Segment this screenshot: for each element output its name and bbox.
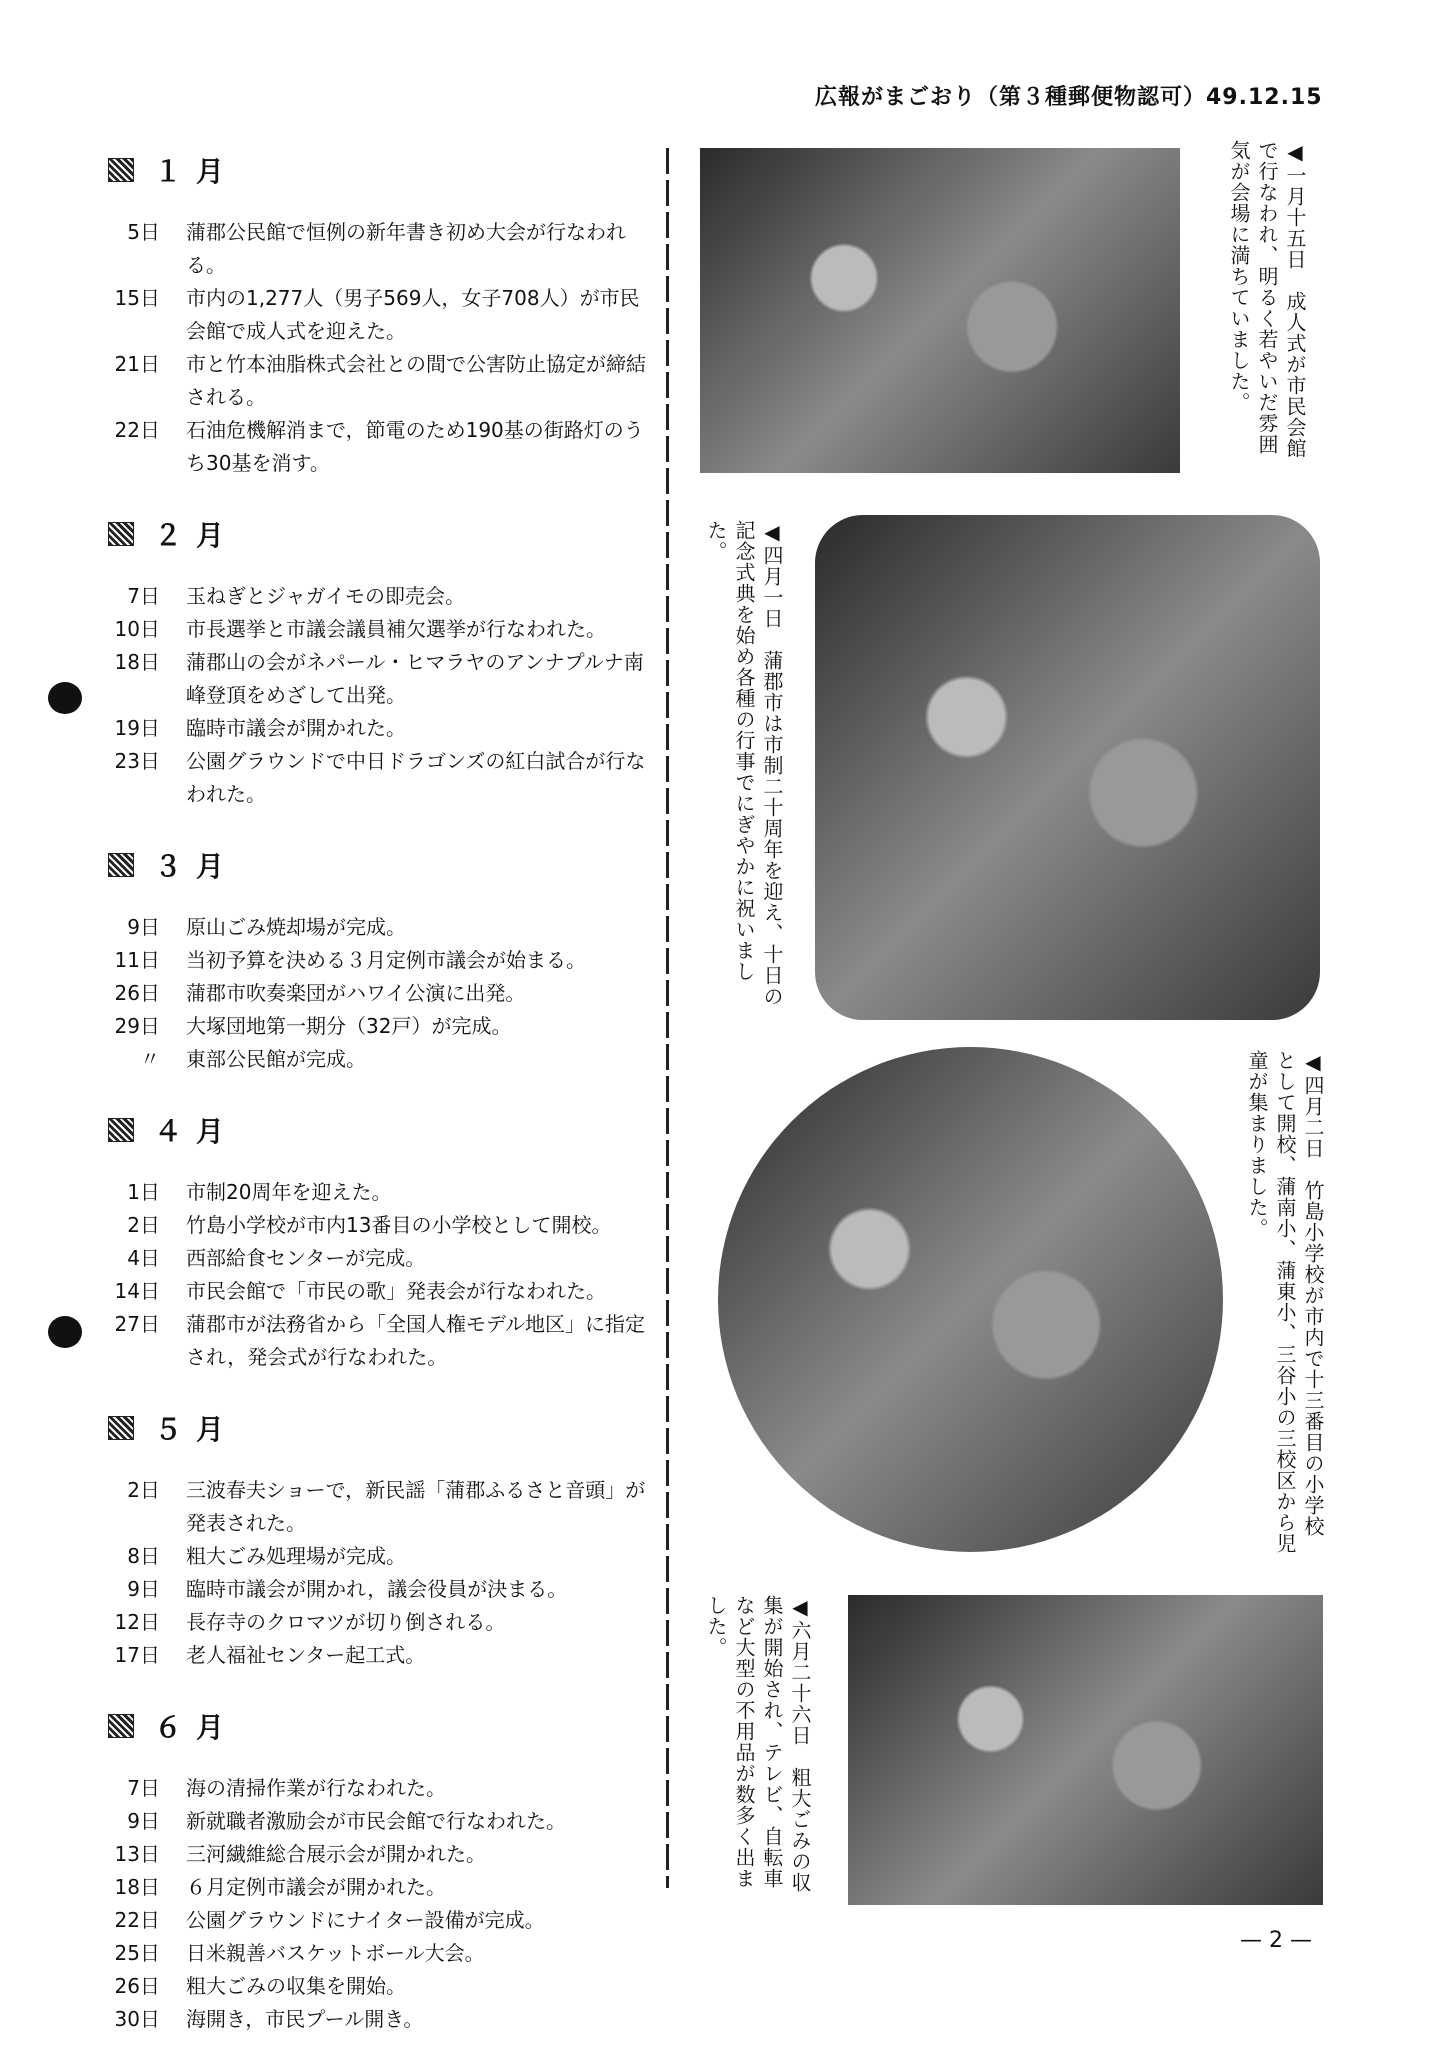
event-text: 臨時市議会が開かれ，議会役員が決まる。	[186, 1577, 568, 1601]
event-item	[108, 613, 653, 646]
event-text: 海の清掃作業が行なわれた。	[186, 1776, 446, 1800]
event-day: 9日	[127, 1577, 160, 1601]
event-item	[108, 1639, 653, 1672]
month-section	[108, 845, 653, 1076]
event-item	[108, 1805, 653, 1838]
event-item	[108, 1904, 653, 1937]
event-text: 三河繊維総合展示会が開かれた。	[186, 1842, 486, 1866]
event-day: 18日	[114, 1875, 160, 1899]
page-number: — 2 —	[1240, 1928, 1312, 1953]
hatch-icon	[108, 1714, 134, 1738]
event-text: 公園グラウンドにナイター設備が完成。	[186, 1908, 545, 1932]
event-item	[108, 977, 653, 1010]
event-day: 26日	[114, 981, 160, 1005]
event-day: 7日	[127, 584, 160, 608]
event-item	[108, 1838, 653, 1871]
event-text: 日米親善バスケットボール大会。	[186, 1941, 485, 1965]
event-text: 原山ごみ焼却場が完成。	[186, 915, 406, 939]
hatch-icon	[108, 158, 134, 182]
event-text: 新就職者激励会が市民会館で行なわれた。	[186, 1809, 566, 1833]
event-day: 22日	[114, 418, 160, 442]
photo-caption: ◀四月二日 竹島小学校が市内で十三番目の小学校として開校、蒲南小、蒲東小、三谷小の三校区から児童が集まりました。	[1245, 1050, 1325, 1554]
event-day: 21日	[114, 352, 160, 376]
photo-caption: ◀四月一日 蒲郡市は市制二十周年を迎え、十日の記念式典を始め各種の行事でにぎやかに祝いました。	[704, 520, 784, 1007]
event-text: 三波春夫ショーで，新民謡「蒲郡ふるさと音頭」が発表された。	[186, 1478, 646, 1535]
event-day: 13日	[114, 1842, 160, 1866]
event-item	[108, 944, 653, 977]
event-item	[108, 580, 653, 613]
event-item	[108, 1308, 653, 1374]
event-day: 14日	[114, 1279, 160, 1303]
event-item	[108, 1275, 653, 1308]
event-text: 粗大ごみ処理場が完成。	[186, 1544, 406, 1568]
month-section	[108, 150, 653, 480]
event-text: 石油危機解消まで，節電のため190基の街路灯のうち30基を消す。	[186, 418, 644, 475]
event-day: 26日	[114, 1974, 160, 1998]
event-day: 23日	[114, 749, 160, 773]
event-text: 市制20周年を迎えた。	[186, 1180, 392, 1204]
event-item	[108, 1540, 653, 1573]
event-item	[108, 1937, 653, 1970]
event-day: 8日	[127, 1544, 160, 1568]
photo-coming-of-age	[700, 148, 1180, 473]
event-text: 市と竹本油脂株式会社との間で公害防止協定が締結される。	[186, 352, 646, 409]
punch-hole	[48, 1316, 82, 1348]
month-heading: １月	[154, 155, 239, 188]
hatch-icon	[108, 522, 134, 546]
photo-aerial-city	[815, 515, 1320, 1020]
month-section	[108, 1706, 653, 2036]
event-text: 当初予算を決める３月定例市議会が始まる。	[186, 948, 586, 972]
event-item	[108, 1970, 653, 2003]
event-item	[108, 745, 653, 811]
event-text: 長存寺のクロマツが切り倒される。	[186, 1610, 506, 1634]
event-item	[108, 348, 653, 414]
event-item	[108, 646, 653, 712]
event-day: 30日	[114, 2007, 160, 2031]
event-day: 18日	[114, 650, 160, 674]
event-item	[108, 1606, 653, 1639]
photo-school-children	[718, 1047, 1223, 1552]
event-day: 19日	[114, 716, 160, 740]
event-day: 27日	[114, 1312, 160, 1336]
event-text: 竹島小学校が市内13番目の小学校として開校。	[186, 1213, 612, 1237]
event-text: 大塚団地第一期分（32戸）が完成。	[186, 1014, 512, 1038]
month-section	[108, 514, 653, 811]
event-day: 15日	[114, 286, 160, 310]
event-text: 老人福祉センター起工式。	[186, 1643, 426, 1667]
event-text: 蒲郡市が法務省から「全国人権モデル地区」に指定され，発会式が行なわれた。	[186, 1312, 645, 1369]
event-item	[108, 1176, 653, 1209]
month-heading: ５月	[154, 1413, 239, 1446]
punch-hole	[48, 682, 82, 714]
photo-caption: ◀六月二十六日 粗大ごみの収集が開始され、テレビ、自転車など大型の不用品が数多く出ました。	[704, 1595, 812, 1893]
event-day: 17日	[114, 1643, 160, 1667]
event-text: 東部公民館が完成。	[186, 1047, 366, 1071]
event-day: 7日	[127, 1776, 160, 1800]
event-text: 蒲郡公民館で恒例の新年書き初め大会が行なわれる。	[186, 220, 626, 277]
page-header: 広報がまごおり（第３種郵便物認可）49.12.15	[815, 85, 1323, 110]
event-item	[108, 911, 653, 944]
event-text: 臨時市議会が開かれた。	[186, 716, 406, 740]
event-day: 2日	[127, 1478, 160, 1502]
photo-bulky-garbage	[848, 1595, 1323, 1905]
event-day: 9日	[127, 915, 160, 939]
event-text: 蒲郡山の会がネパール・ヒマラヤのアンナプルナ南峰登頂をめざして出発。	[186, 650, 644, 707]
event-day: 10日	[114, 617, 160, 641]
column-divider	[666, 148, 669, 1888]
event-text: 海開き，市民プール開き。	[186, 2007, 424, 2031]
month-heading: ６月	[154, 1711, 239, 1744]
event-day: 2日	[127, 1213, 160, 1237]
event-text: 西部給食センターが完成。	[186, 1246, 426, 1270]
event-item	[108, 216, 653, 282]
event-item	[108, 1043, 653, 1076]
event-item	[108, 1010, 653, 1043]
event-day: 9日	[127, 1809, 160, 1833]
event-day: 11日	[114, 948, 160, 972]
event-text: ６月定例市議会が開かれた。	[186, 1875, 446, 1899]
event-item	[108, 1573, 653, 1606]
event-text: 市内の1,277人（男子569人，女子708人）が市民会館で成人式を迎えた。	[186, 286, 640, 343]
event-day: 12日	[114, 1610, 160, 1634]
event-item	[108, 414, 653, 480]
event-item	[108, 282, 653, 348]
photo-caption: ◀一月十五日 成人式が市民会館で行なわれ、明るく若やいだ雰囲気が会場に満ちていました。	[1227, 140, 1307, 459]
event-text: 粗大ごみの収集を開始。	[186, 1974, 406, 1998]
event-day: 1日	[127, 1180, 160, 1204]
event-item	[108, 1242, 653, 1275]
hatch-icon	[108, 853, 134, 877]
event-day: 25日	[114, 1941, 160, 1965]
month-heading: ２月	[154, 519, 239, 552]
event-day: 4日	[127, 1246, 160, 1270]
hatch-icon	[108, 1416, 134, 1440]
event-text: 公園グラウンドで中日ドラゴンズの紅白試合が行なわれた。	[186, 749, 646, 806]
event-item	[108, 1871, 653, 1904]
month-section	[108, 1110, 653, 1374]
event-text: 玉ねぎとジャガイモの即売会。	[186, 584, 465, 608]
event-text: 市民会館で「市民の歌」発表会が行なわれた。	[186, 1279, 606, 1303]
event-day: 〃	[140, 1047, 160, 1071]
event-item	[108, 712, 653, 745]
month-section	[108, 1408, 653, 1672]
event-item	[108, 1209, 653, 1242]
month-heading: ４月	[154, 1115, 239, 1148]
event-item	[108, 1772, 653, 1805]
month-heading: ３月	[154, 850, 239, 883]
event-item	[108, 1474, 653, 1540]
event-day: 22日	[114, 1908, 160, 1932]
hatch-icon	[108, 1118, 134, 1142]
event-day: 5日	[127, 220, 160, 244]
event-text: 市長選挙と市議会議員補欠選挙が行なわれた。	[186, 617, 606, 641]
event-text: 蒲郡市吹奏楽団がハワイ公演に出発。	[186, 981, 526, 1005]
event-day: 29日	[114, 1014, 160, 1038]
chronology-column	[108, 150, 653, 2070]
